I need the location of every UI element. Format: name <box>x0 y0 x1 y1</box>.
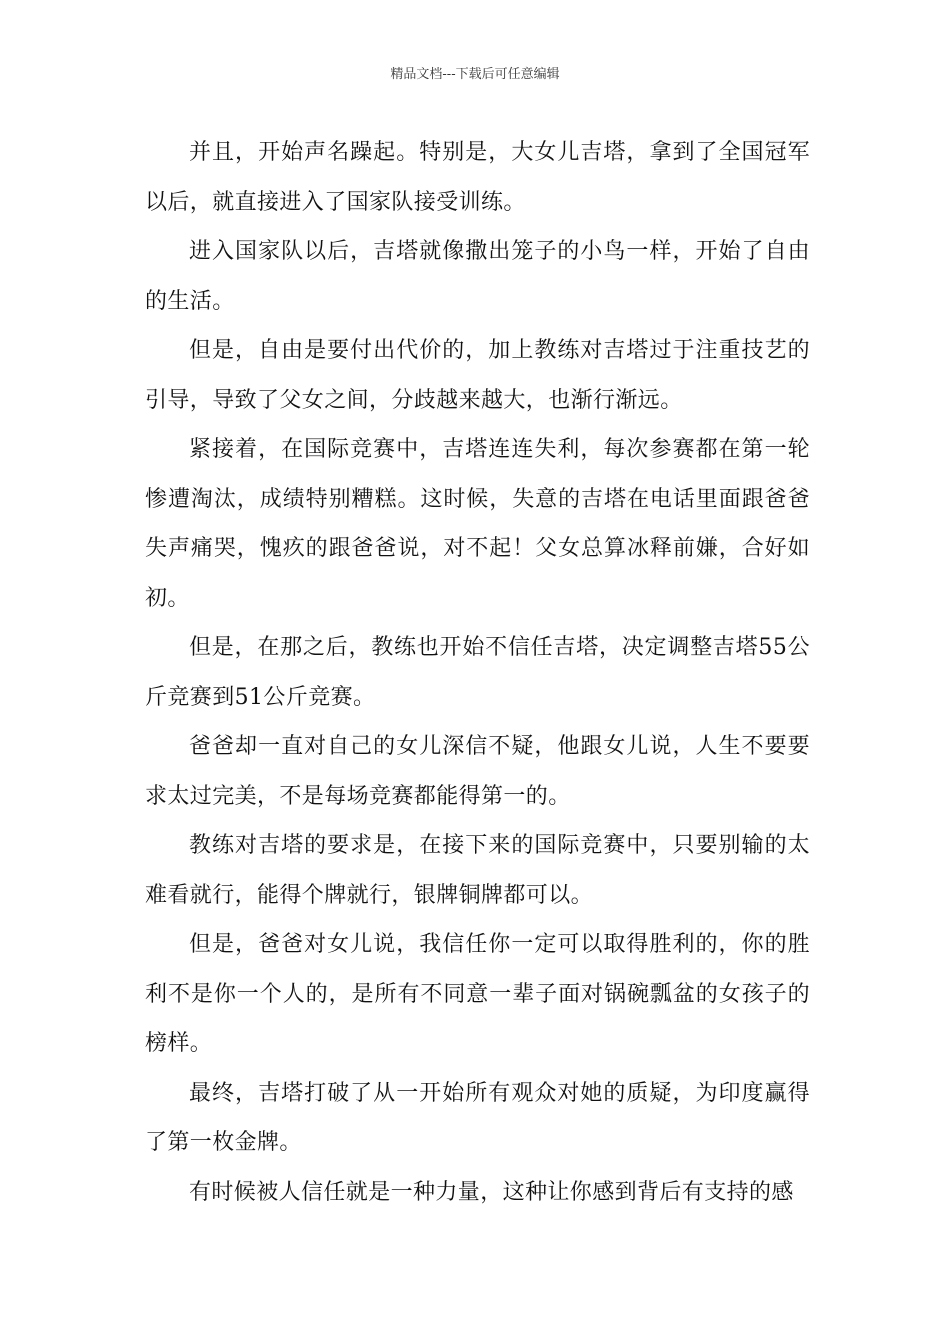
paragraph: 但是，在那之后，教练也开始不信任吉塔，决定调整吉塔55公斤竞赛到51公斤竞赛。 <box>145 635 810 710</box>
paragraph: 进入国家队以后，吉塔就像撒出笼子的小鸟一样，开始了自由的生活。 <box>145 239 810 314</box>
paragraph: 紧接着，在国际竞赛中，吉塔连连失利，每次参赛都在第一轮惨遭淘汰，成绩特别糟糕。这时候，失意的吉塔在电话里面跟爸爸失声痛哭，愧疚的跟爸爸说，对不起！父女总算冰释前嫌，合好如初。 <box>145 437 810 611</box>
paragraph: 但是，爸爸对女儿说，我信任你一定可以取得胜利的，你的胜利不是你一个人的，是所有不同意一辈子面对锅碗瓢盆的女孩子的榜样。 <box>145 932 810 1056</box>
paragraph: 爸爸却一直对自己的女儿深信不疑，他跟女儿说，人生不要要求太过完美，不是每场竞赛都能得第一的。 <box>145 734 810 809</box>
paragraph: 最终，吉塔打破了从一开始所有观众对她的质疑，为印度赢得了第一枚金牌。 <box>145 1080 810 1155</box>
paragraph: 但是，自由是要付出代价的，加上教练对吉塔过于注重技艺的引导，导致了父女之间，分歧越来越大，也渐行渐远。 <box>145 338 810 413</box>
document-body <box>145 128 810 1217</box>
paragraph: 有时候被人信任就是一种力量，这种让你感到背后有支持的感 <box>189 1179 794 1205</box>
page-header: 精品文档---下载后可任意编辑 <box>390 67 560 82</box>
paragraph: 并且，开始声名躁起。特别是，大女儿吉塔，拿到了全国冠军以后，就直接进入了国家队接受训练。 <box>145 140 810 215</box>
paragraph: 教练对吉塔的要求是，在接下来的国际竞赛中，只要别输的太难看就行，能得个牌就行，银牌铜牌都可以。 <box>145 833 810 908</box>
